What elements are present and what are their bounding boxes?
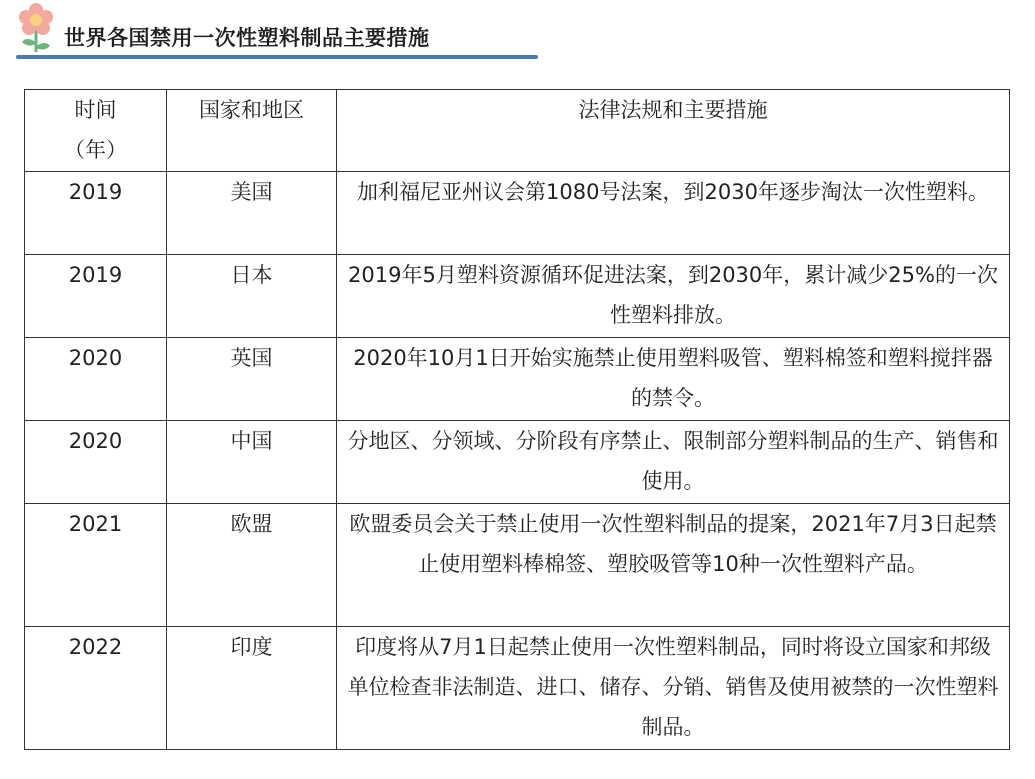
cell-measure (337, 503, 1010, 626)
measure-text: 加利福尼亚州议会第1080号法案，到2030年逐步淘汰一次性塑料。 (357, 179, 989, 204)
cell-country: 印度 (167, 626, 337, 749)
cell-measure (337, 254, 1010, 337)
cell-measure (337, 337, 1010, 420)
cell-country: 欧盟 (167, 503, 337, 626)
table-row (25, 171, 1010, 254)
cell-country: 美国 (167, 171, 337, 254)
cell-measure (337, 420, 1010, 503)
table-header-row (25, 90, 1010, 172)
cell-measure (337, 626, 1010, 749)
measures-table (24, 89, 1010, 750)
cell-country: 英国 (167, 337, 337, 420)
table-row (25, 254, 1010, 337)
cell-year: 2019 (25, 171, 167, 254)
measure-text: 欧盟委员会关于禁止使用一次性塑料制品的提案，2021年7月3日起禁止使用塑料棒棉签、塑胶吸管等10种一次性塑料产品。 (349, 511, 997, 576)
table-row (25, 420, 1010, 503)
cell-country: 日本 (167, 254, 337, 337)
measure-text: 2020年10月1日开始实施禁止使用塑料吸管、塑料棉签和塑料搅拌器的禁令。 (353, 345, 993, 410)
header-year-line2: （年） (64, 138, 127, 163)
measure-text: 分地区、分领域、分阶段有序禁止、限制部分塑料制品的生产、销售和使用。 (347, 428, 999, 493)
header-year (25, 90, 167, 172)
measure-text: 印度将从7月1日起禁止使用一次性塑料制品，同时将设立国家和邦级单位检查非法制造、进口、储存、分销、销售及使用被禁的一次性塑料制品。 (347, 634, 999, 740)
cell-year: 2021 (25, 503, 167, 626)
section-header (16, 0, 538, 62)
flower-icon (16, 2, 56, 54)
header-country: 国家和地区 (167, 90, 337, 172)
header-year-line1: 时间 (74, 98, 117, 122)
header-measure: 法律法规和主要措施 (337, 90, 1010, 172)
title-underline (16, 55, 538, 59)
measure-text: 2019年5月塑料资源循环促进法案，到2030年，累计减少25%的一次性塑料排放。 (348, 262, 998, 327)
table-row (25, 337, 1010, 420)
cell-year: 2020 (25, 420, 167, 503)
cell-year: 2022 (25, 626, 167, 749)
table-row (25, 626, 1010, 749)
page-title: 世界各国禁用一次性塑料制品主要措施 (64, 26, 430, 50)
cell-country: 中国 (167, 420, 337, 503)
table-row (25, 503, 1010, 626)
cell-year: 2020 (25, 337, 167, 420)
cell-year: 2019 (25, 254, 167, 337)
cell-measure (337, 171, 1010, 254)
